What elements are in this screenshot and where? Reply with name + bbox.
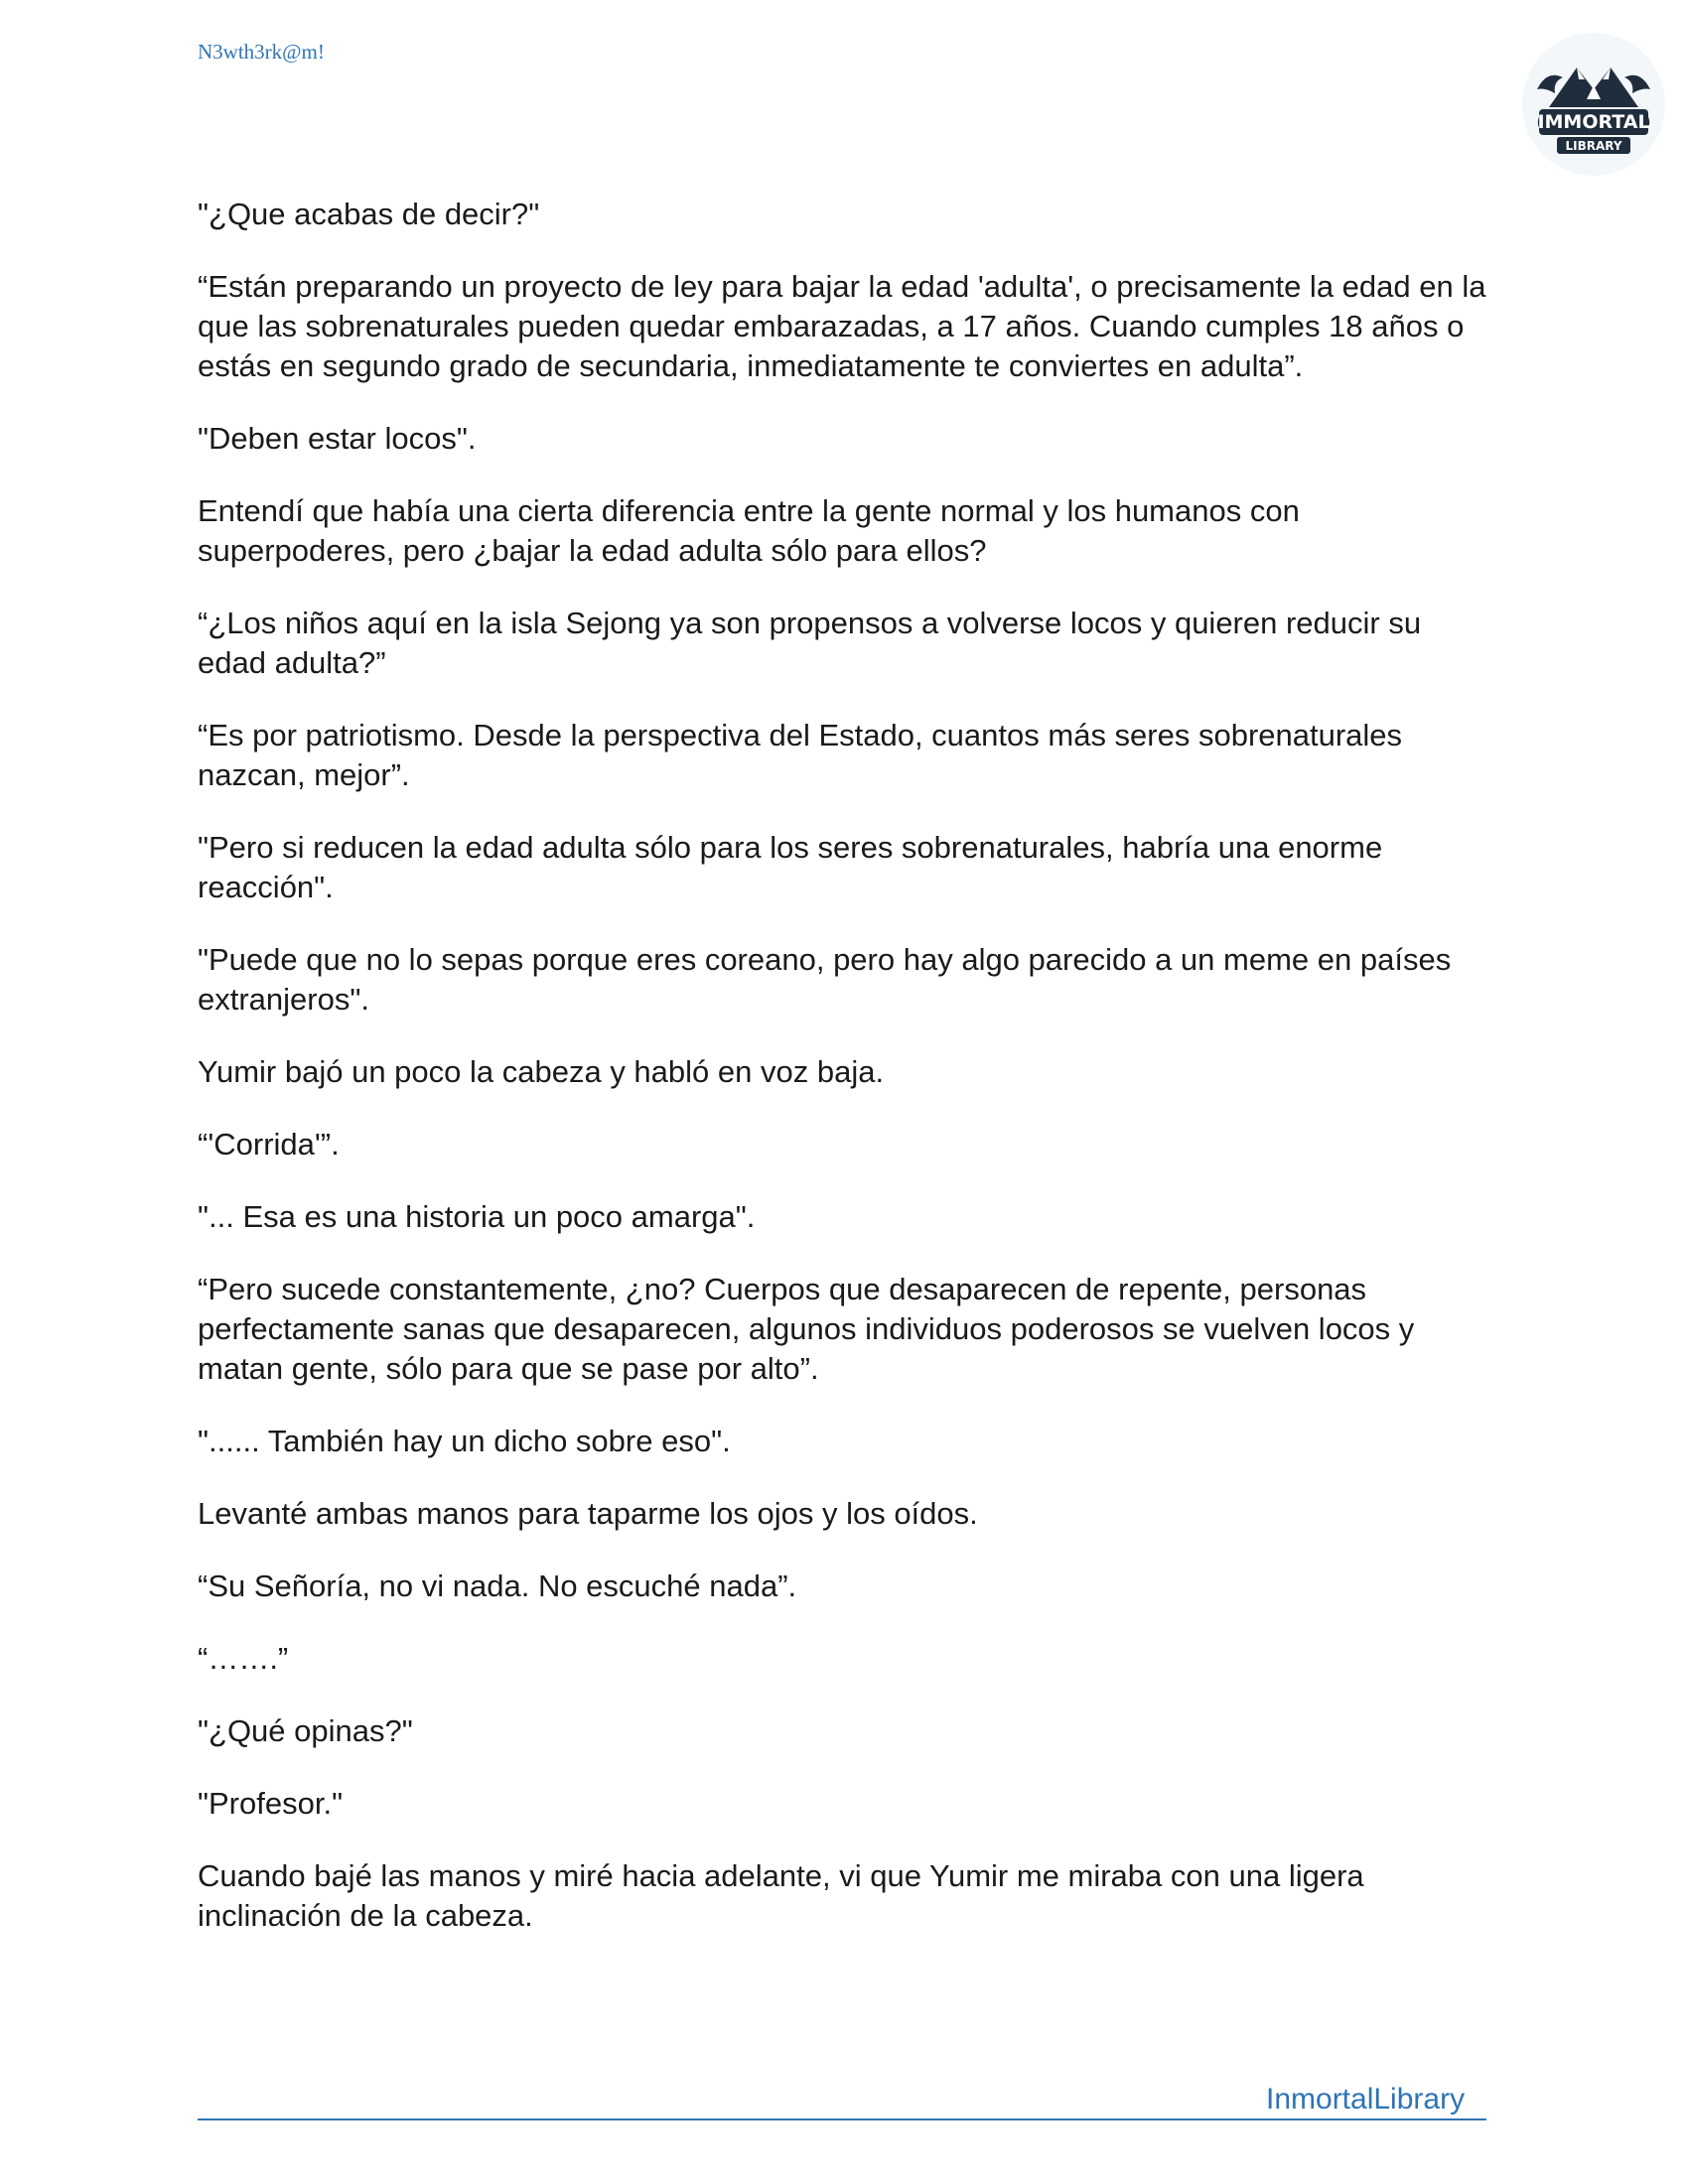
paragraph: Entendí que había una cierta diferencia entre la gente normal y los humanos con superpoderes, pero ¿bajar la edad adulta sólo para ellos? [198,493,1300,568]
paragraph: "Profesor." [198,1786,344,1821]
immortal-library-logo [1519,30,1668,179]
logo-line2: LIBRARY [1565,139,1622,153]
chapter-body [198,195,1488,1969]
paragraph: "Puede que no lo sepas porque eres coreano, pero hay algo parecido a un meme en países extranjeros". [198,942,1452,1017]
paragraph: "Deben estar locos". [198,421,477,456]
paragraph: "...... También hay un dicho sobre eso". [198,1424,731,1458]
footer-link[interactable]: InmortalLibrary [1266,2083,1466,2116]
paragraph: Yumir bajó un poco la cabeza y habló en voz baja. [198,1054,885,1089]
paragraph: “Es por patriotismo. Desde la perspectiva del Estado, cuantos más seres sobrenaturales nazcan, mejor”. [198,718,1403,792]
paragraph: "... Esa es una historia un poco amarga". [198,1199,756,1234]
paragraph: “'Corrida'”. [198,1127,340,1161]
paragraph: “Su Señoría, no vi nada. No escuché nada”. [198,1569,797,1603]
paragraph: Levanté ambas manos para taparme los ojos y los oídos. [198,1496,978,1531]
paragraph: “Están preparando un proyecto de ley para bajar la edad 'adulta', o precisamente la edad en la que las sobrenaturales pueden quedar embarazadas, a 17 años. Cuando cumples 18 años o estás en segundo grado de secundaria, inmediatamente te conviertes en adulta”. [198,269,1486,383]
header-site-tag[interactable]: N3wth3rk@m! [198,40,325,64]
logo-emblem-icon [1519,30,1668,179]
paragraph: “¿Los niños aquí en la isla Sejong ya son propensos a volverse locos y quieren reducir su edad adulta?” [198,606,1422,680]
paragraph: "¿Qué opinas?" [198,1713,413,1748]
paragraph: “Pero sucede constantemente, ¿no? Cuerpos que desaparecen de repente, personas perfectamente sanas que desaparecen, algunos individuos poderosos se vuelven locos y matan gente, sólo para que se pase por alto”. [198,1272,1415,1386]
paragraph: Cuando bajé las manos y miré hacia adelante, vi que Yumir me miraba con una ligera inclinación de la cabeza. [198,1858,1364,1933]
paragraph: “…….” [198,1641,289,1676]
paragraph: "¿Que acabas de decir?" [198,197,540,231]
footer-divider [198,2118,1486,2120]
logo-line1: IMMORTAL [1537,111,1650,133]
paragraph: "Pero si reducen la edad adulta sólo para los seres sobrenaturales, habría una enorme reacción". [198,830,1383,904]
